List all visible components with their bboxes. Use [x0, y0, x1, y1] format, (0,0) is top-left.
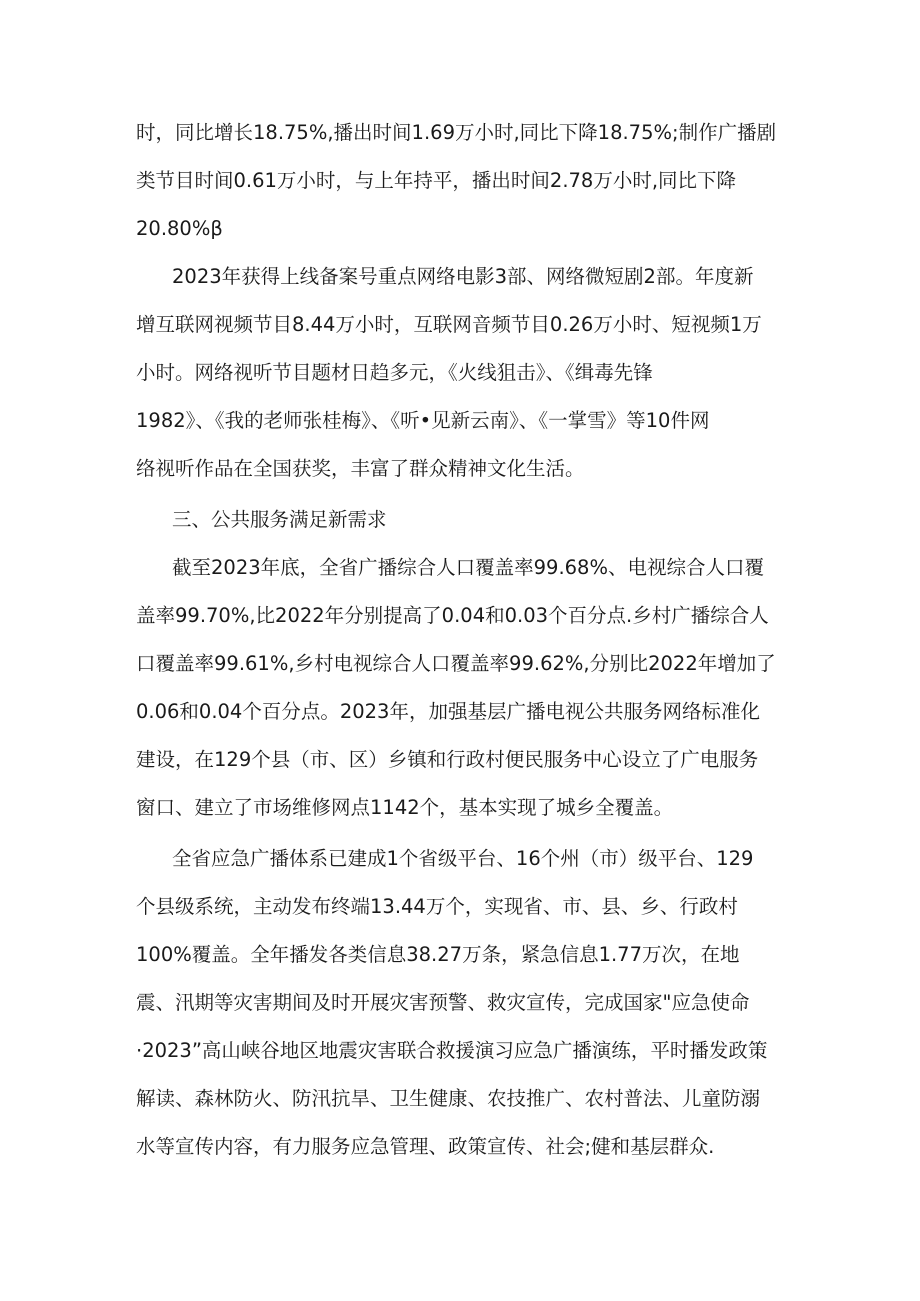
text-line: 个县级系统，主动发布终端13.44万个，实现省、市、县、乡、行政村	[136, 895, 738, 918]
text-line: 解读、森林防火、防汛抗旱、卫生健康、农技推广、农村普法、儿童防溺	[136, 1087, 761, 1110]
text-line: 盖率99.70%,比2022年分别提高了0.04和0.03个百分点.乡村广播综合人	[136, 604, 769, 627]
text-line: 水等宣传内容，有力服务应急管理、政策宣传、社会;健和基层群众.	[136, 1135, 715, 1158]
text-line: 截至2023年底，全省广播综合人口覆盖率99.68%、电视综合人口覆	[172, 556, 764, 579]
text-line: 时，同比增长18.75%,播出时间1.69万小时,同比下降18.75%;制作广播剧	[136, 121, 777, 144]
section-heading: 三、公共服务满足新需求	[172, 508, 387, 531]
text-line: 全省应急广播体系已建成1个省级平台、16个州（市）级平台、129	[172, 847, 754, 870]
text-line: 2023年获得上线备案号重点网络电影3部、网络微短剧2部。年度新	[172, 265, 754, 288]
text-line: 络视听作品在全国获奖，丰富了群众精神文化生活。	[136, 457, 585, 480]
text-line: 窗口、建立了市场维修网点1142个，基本实现了城乡全覆盖。	[136, 796, 674, 819]
text-line: 建设，在129个县（市、区）乡镇和行政村便民服务中心设立了广电服务	[136, 748, 759, 771]
text-line: 0.06和0.04个百分点。2023年，加强基层广播电视公共服务网络标准化	[136, 700, 760, 723]
text-line: 增互联网视频节目8.44万小时，互联网音频节目0.26万小时、短视频1万	[136, 313, 762, 336]
text-line: 震、汛期等灾害期间及时开展灾害预警、救灾宣传，完成国家"应急使命	[136, 991, 750, 1014]
text-line: 小时。网络视听节目题材日趋多元，《火线狙击》、《缉毒先锋	[136, 361, 653, 384]
text-line: 1982》、《我的老师张桂梅》、《听•见新云南》、《一掌雪》等10件网	[136, 409, 710, 432]
text-line: 口覆盖率99.61%,乡村电视综合人口覆盖率99.62%,分别比2022年增加了	[136, 652, 776, 675]
text-line: 100%覆盖。全年播发各类信息38.27万条，紧急信息1.77万次，在地	[136, 943, 740, 966]
text-line: ·2023”高山峡谷地区地震灾害联合救援演习应急广播演练，平时播发政策	[136, 1039, 768, 1062]
text-line: 类节目时间0.61万小时，与上年持平，播出时间2.78万小时,同比下降	[136, 169, 737, 192]
text-line: 20.80%β	[136, 217, 223, 240]
